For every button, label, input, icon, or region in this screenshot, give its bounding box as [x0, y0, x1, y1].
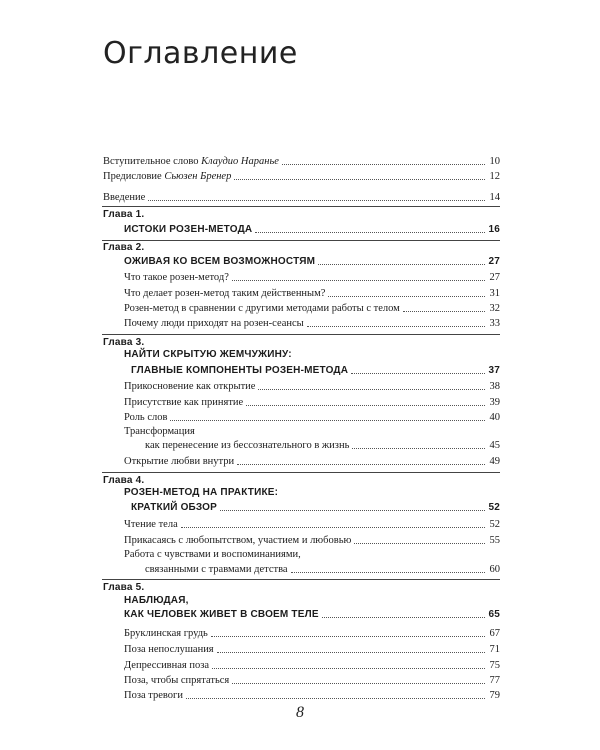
toc-entry-section[interactable]: как перенесение из бессознательного в жизнь 45 [145, 440, 500, 451]
chapter-label: Глава 4. [103, 475, 145, 486]
toc-entry-section[interactable]: Розен-метод в сравнении с другими методами работы с телом 32 [124, 303, 500, 314]
chapter-divider [102, 334, 500, 335]
toc-entry-chapter-4[interactable]: КРАТКИЙ ОБЗОР 52 [131, 502, 500, 513]
page-title: Оглавление [103, 36, 298, 71]
page-number: 8 [296, 704, 304, 721]
chapter-label: Глава 2. [103, 242, 145, 253]
toc-entry-section[interactable]: Что такое розен-метод? 27 [124, 272, 500, 283]
toc-entry-section[interactable]: Прикасаясь с любопытством, участием и любовью 55 [124, 535, 500, 546]
toc-entry-section[interactable]: Чтение тела 52 [124, 519, 500, 530]
chapter-title-line: РОЗЕН-МЕТОД НА ПРАКТИКЕ: [124, 487, 279, 498]
chapter-title-line: НАБЛЮДАЯ, [124, 595, 189, 606]
toc-entry-section[interactable]: Депрессивная поза 75 [124, 660, 500, 671]
toc-entry-foreword[interactable]: Вступительное слово Клаудио Наранье 10 [103, 156, 500, 167]
chapter-divider [102, 240, 500, 241]
chapter-divider [102, 579, 500, 580]
toc-entry-section[interactable]: Открытие любви внутри 49 [124, 456, 500, 467]
chapter-divider [102, 472, 500, 473]
chapter-title-line: НАЙТИ СКРЫТУЮ ЖЕМЧУЖИНУ: [124, 349, 292, 360]
toc-entry-section[interactable]: Бруклинская грудь 67 [124, 628, 500, 639]
toc-entry-section[interactable]: Почему люди приходят на розен-сеансы 33 [124, 318, 500, 329]
toc-entry-section[interactable]: Что делает розен-метод таким действенным? 31 [124, 288, 500, 299]
toc-entry-section[interactable]: Поза тревоги 79 [124, 690, 500, 701]
toc-entry-chapter-2[interactable]: ОЖИВАЯ КО ВСЕМ ВОЗМОЖНОСТЯМ 27 [124, 256, 500, 267]
toc-entry-preface[interactable]: Предисловие Сьюзен Бренер 12 [103, 171, 500, 182]
toc-entry-section[interactable]: Присутствие как принятие 39 [124, 397, 500, 408]
toc-entry-chapter-5[interactable]: КАК ЧЕЛОВЕК ЖИВЕТ В СВОЕМ ТЕЛЕ 65 [124, 609, 500, 620]
toc-entry-section[interactable]: Поза непослушания 71 [124, 644, 500, 655]
chapter-label: Глава 5. [103, 582, 145, 593]
toc-entry-line: Трансформация [124, 426, 195, 437]
toc-entry-section[interactable]: Прикосновение как открытие 38 [124, 381, 500, 392]
chapter-label: Глава 3. [103, 337, 145, 348]
toc-entry-introduction[interactable]: Введение 14 [103, 192, 500, 203]
toc-entry-section[interactable]: Роль слов 40 [124, 412, 500, 423]
toc-entry-section[interactable]: Поза, чтобы спрятаться 77 [124, 675, 500, 686]
chapter-label: Глава 1. [103, 209, 145, 220]
chapter-divider [102, 206, 500, 207]
toc-entry-chapter-3[interactable]: ГЛАВНЫЕ КОМПОНЕНТЫ РОЗЕН-МЕТОДА 37 [131, 365, 500, 376]
toc-entry-line: Работа с чувствами и воспоминаниями, [124, 549, 301, 560]
toc-entry-section[interactable]: связанными с травмами детства 60 [145, 564, 500, 575]
toc-entry-chapter-1[interactable]: ИСТОКИ РОЗЕН-МЕТОДА 16 [124, 224, 500, 235]
